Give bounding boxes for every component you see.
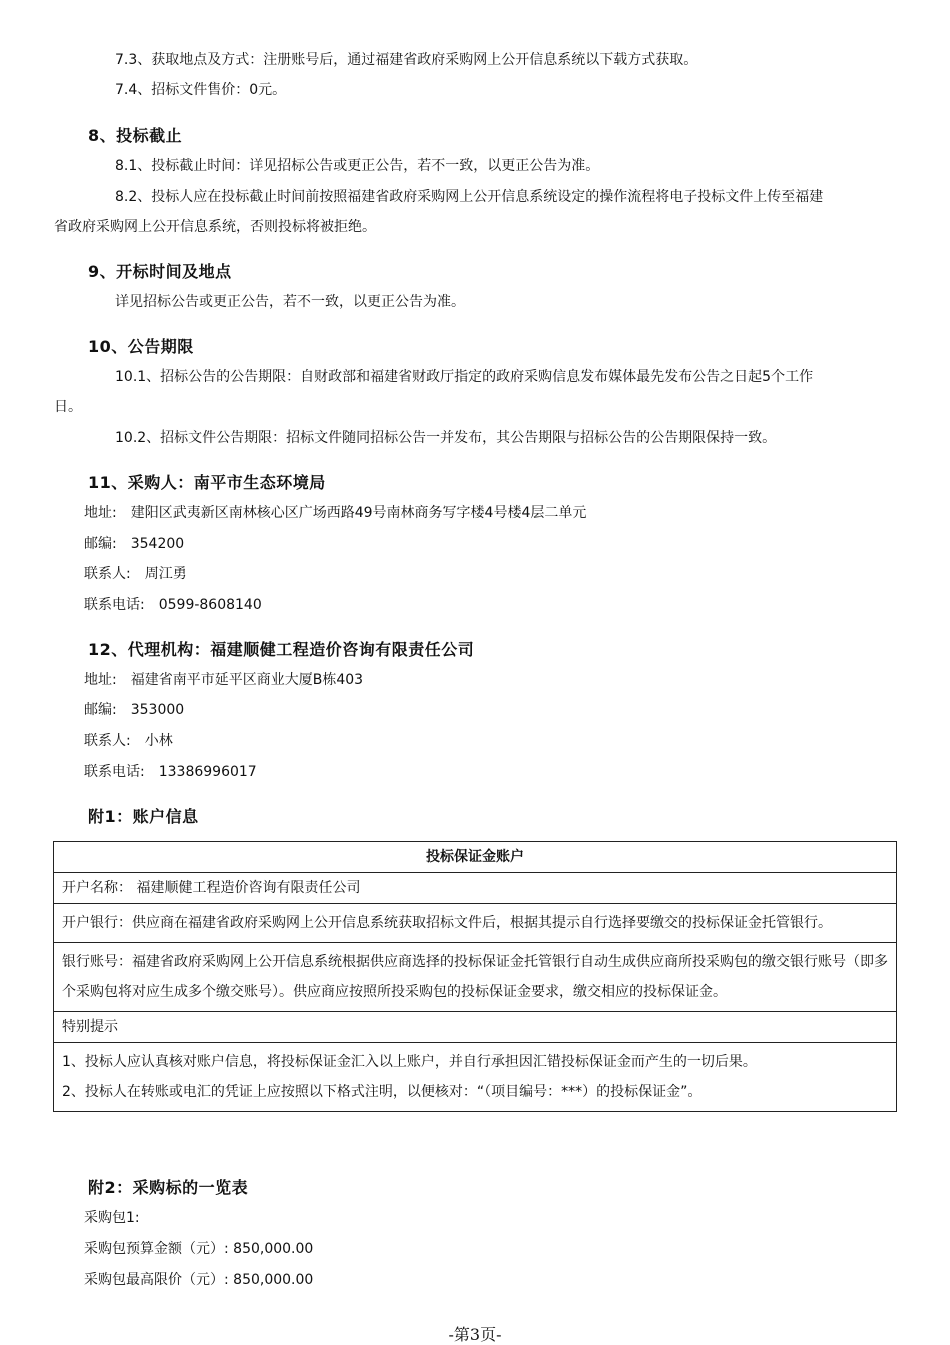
purchaser-contact — [84, 564, 187, 584]
annex-2-title: 附2：采购标的一览表 — [88, 1178, 249, 1197]
annex-1-title: 附1：账户信息 — [88, 807, 199, 826]
phone-value: 13386996017 — [158, 764, 257, 780]
table-header: 投标保证金账户 — [54, 842, 897, 873]
phone-label: 联系电话: — [84, 597, 145, 613]
item-7-4: 7.4、招标文件售价：0元。 — [115, 82, 287, 98]
deposit-account-table — [53, 841, 897, 1112]
purchaser-phone — [84, 595, 262, 615]
notice-item-2: 2、投标人在转账或电汇的凭证上应按照以下格式注明，以便核对：“（项目编号：***）的投标保证金”。 — [62, 1084, 702, 1100]
item-10-1-line1: 10.1、招标公告的公告期限：自财政部和福建省财政厅指定的政府采购信息发布媒体最先发布公告之日起5个工作 — [115, 369, 814, 385]
zip-label: 邮编: — [84, 702, 117, 718]
contact-value: 小林 — [144, 733, 173, 749]
agency-phone — [84, 762, 257, 782]
account-name-cell: 开户名称： 福建顺健工程造价咨询有限责任公司 — [54, 873, 897, 904]
account-number-cell: 银行账号：福建省政府采购网上公开信息系统根据供应商选择的投标保证金托管银行自动生成供应商所投采购包的缴交银行账号（即多个采购包将对应生成多个缴交账号）。供应商应按照所投采购包的投标保证金要求，缴交相应的投标保证金。 — [54, 943, 897, 1012]
section-9-text: 详见招标公告或更正公告，若不一致，以更正公告为准。 — [115, 294, 465, 310]
package-max-price: 采购包最高限价（元）: 850,000.00 — [84, 1272, 314, 1288]
zip-value: 353000 — [130, 702, 185, 718]
page-number: -第3页- — [448, 1325, 502, 1344]
agency-zip — [84, 700, 184, 720]
notice-cell — [54, 1043, 897, 1112]
purchaser-address — [84, 503, 586, 523]
item-8-2-line1: 8.2、投标人应在投标截止时间前按照福建省政府采购网上公开信息系统设定的操作流程将电子投标文件上传至福建 — [115, 189, 824, 205]
phone-value: 0599-8608140 — [158, 597, 262, 613]
item-10-1-line2: 日。 — [54, 399, 82, 415]
zip-label: 邮编: — [84, 536, 117, 552]
address-value: 建阳区武夷新区南林核心区广场西路49号南林商务写字楼4号楼4层二单元 — [130, 505, 587, 521]
item-7-3: 7.3、获取地点及方式：注册账号后，通过福建省政府采购网上公开信息系统以下载方式获取。 — [115, 52, 698, 68]
package-label: 采购包1: — [84, 1210, 140, 1226]
purchaser-zip — [84, 534, 184, 554]
notice-item-1: 1、投标人应认真核对账户信息，将投标保证金汇入以上账户，并自行承担因汇错投标保证金而产生的一切后果。 — [62, 1054, 757, 1070]
item-8-2-line2: 省政府采购网上公开信息系统，否则投标将被拒绝。 — [54, 219, 376, 235]
item-8-1: 8.1、投标截止时间：详见招标公告或更正公告，若不一致，以更正公告为准。 — [115, 158, 600, 174]
package-budget: 采购包预算金额（元）: 850,000.00 — [84, 1241, 314, 1257]
notice-title-cell: 特别提示 — [54, 1012, 897, 1043]
item-10-2: 10.2、招标文件公告期限：招标文件随同招标公告一并发布，其公告期限与招标公告的公告期限保持一致。 — [115, 430, 777, 446]
bank-cell: 开户银行：供应商在福建省政府采购网上公开信息系统获取招标文件后，根据其提示自行选择要缴交的投标保证金托管银行。 — [54, 904, 897, 943]
section-12-title: 12、代理机构：福建顺健工程造价咨询有限责任公司 — [88, 640, 475, 659]
agency-contact — [84, 731, 173, 751]
section-8-title: 8、投标截止 — [88, 126, 183, 145]
address-value: 福建省南平市延平区商业大厦B栋403 — [130, 672, 364, 688]
contact-label: 联系人: — [84, 566, 131, 582]
contact-value: 周江勇 — [144, 566, 187, 582]
address-label: 地址: — [84, 672, 117, 688]
contact-label: 联系人: — [84, 733, 131, 749]
section-10-title: 10、公告期限 — [88, 337, 194, 356]
agency-address — [84, 670, 363, 690]
phone-label: 联系电话: — [84, 764, 145, 780]
section-9-title: 9、开标时间及地点 — [88, 262, 232, 281]
section-11-title: 11、采购人：南平市生态环境局 — [88, 473, 326, 492]
address-label: 地址: — [84, 505, 117, 521]
zip-value: 354200 — [130, 536, 185, 552]
